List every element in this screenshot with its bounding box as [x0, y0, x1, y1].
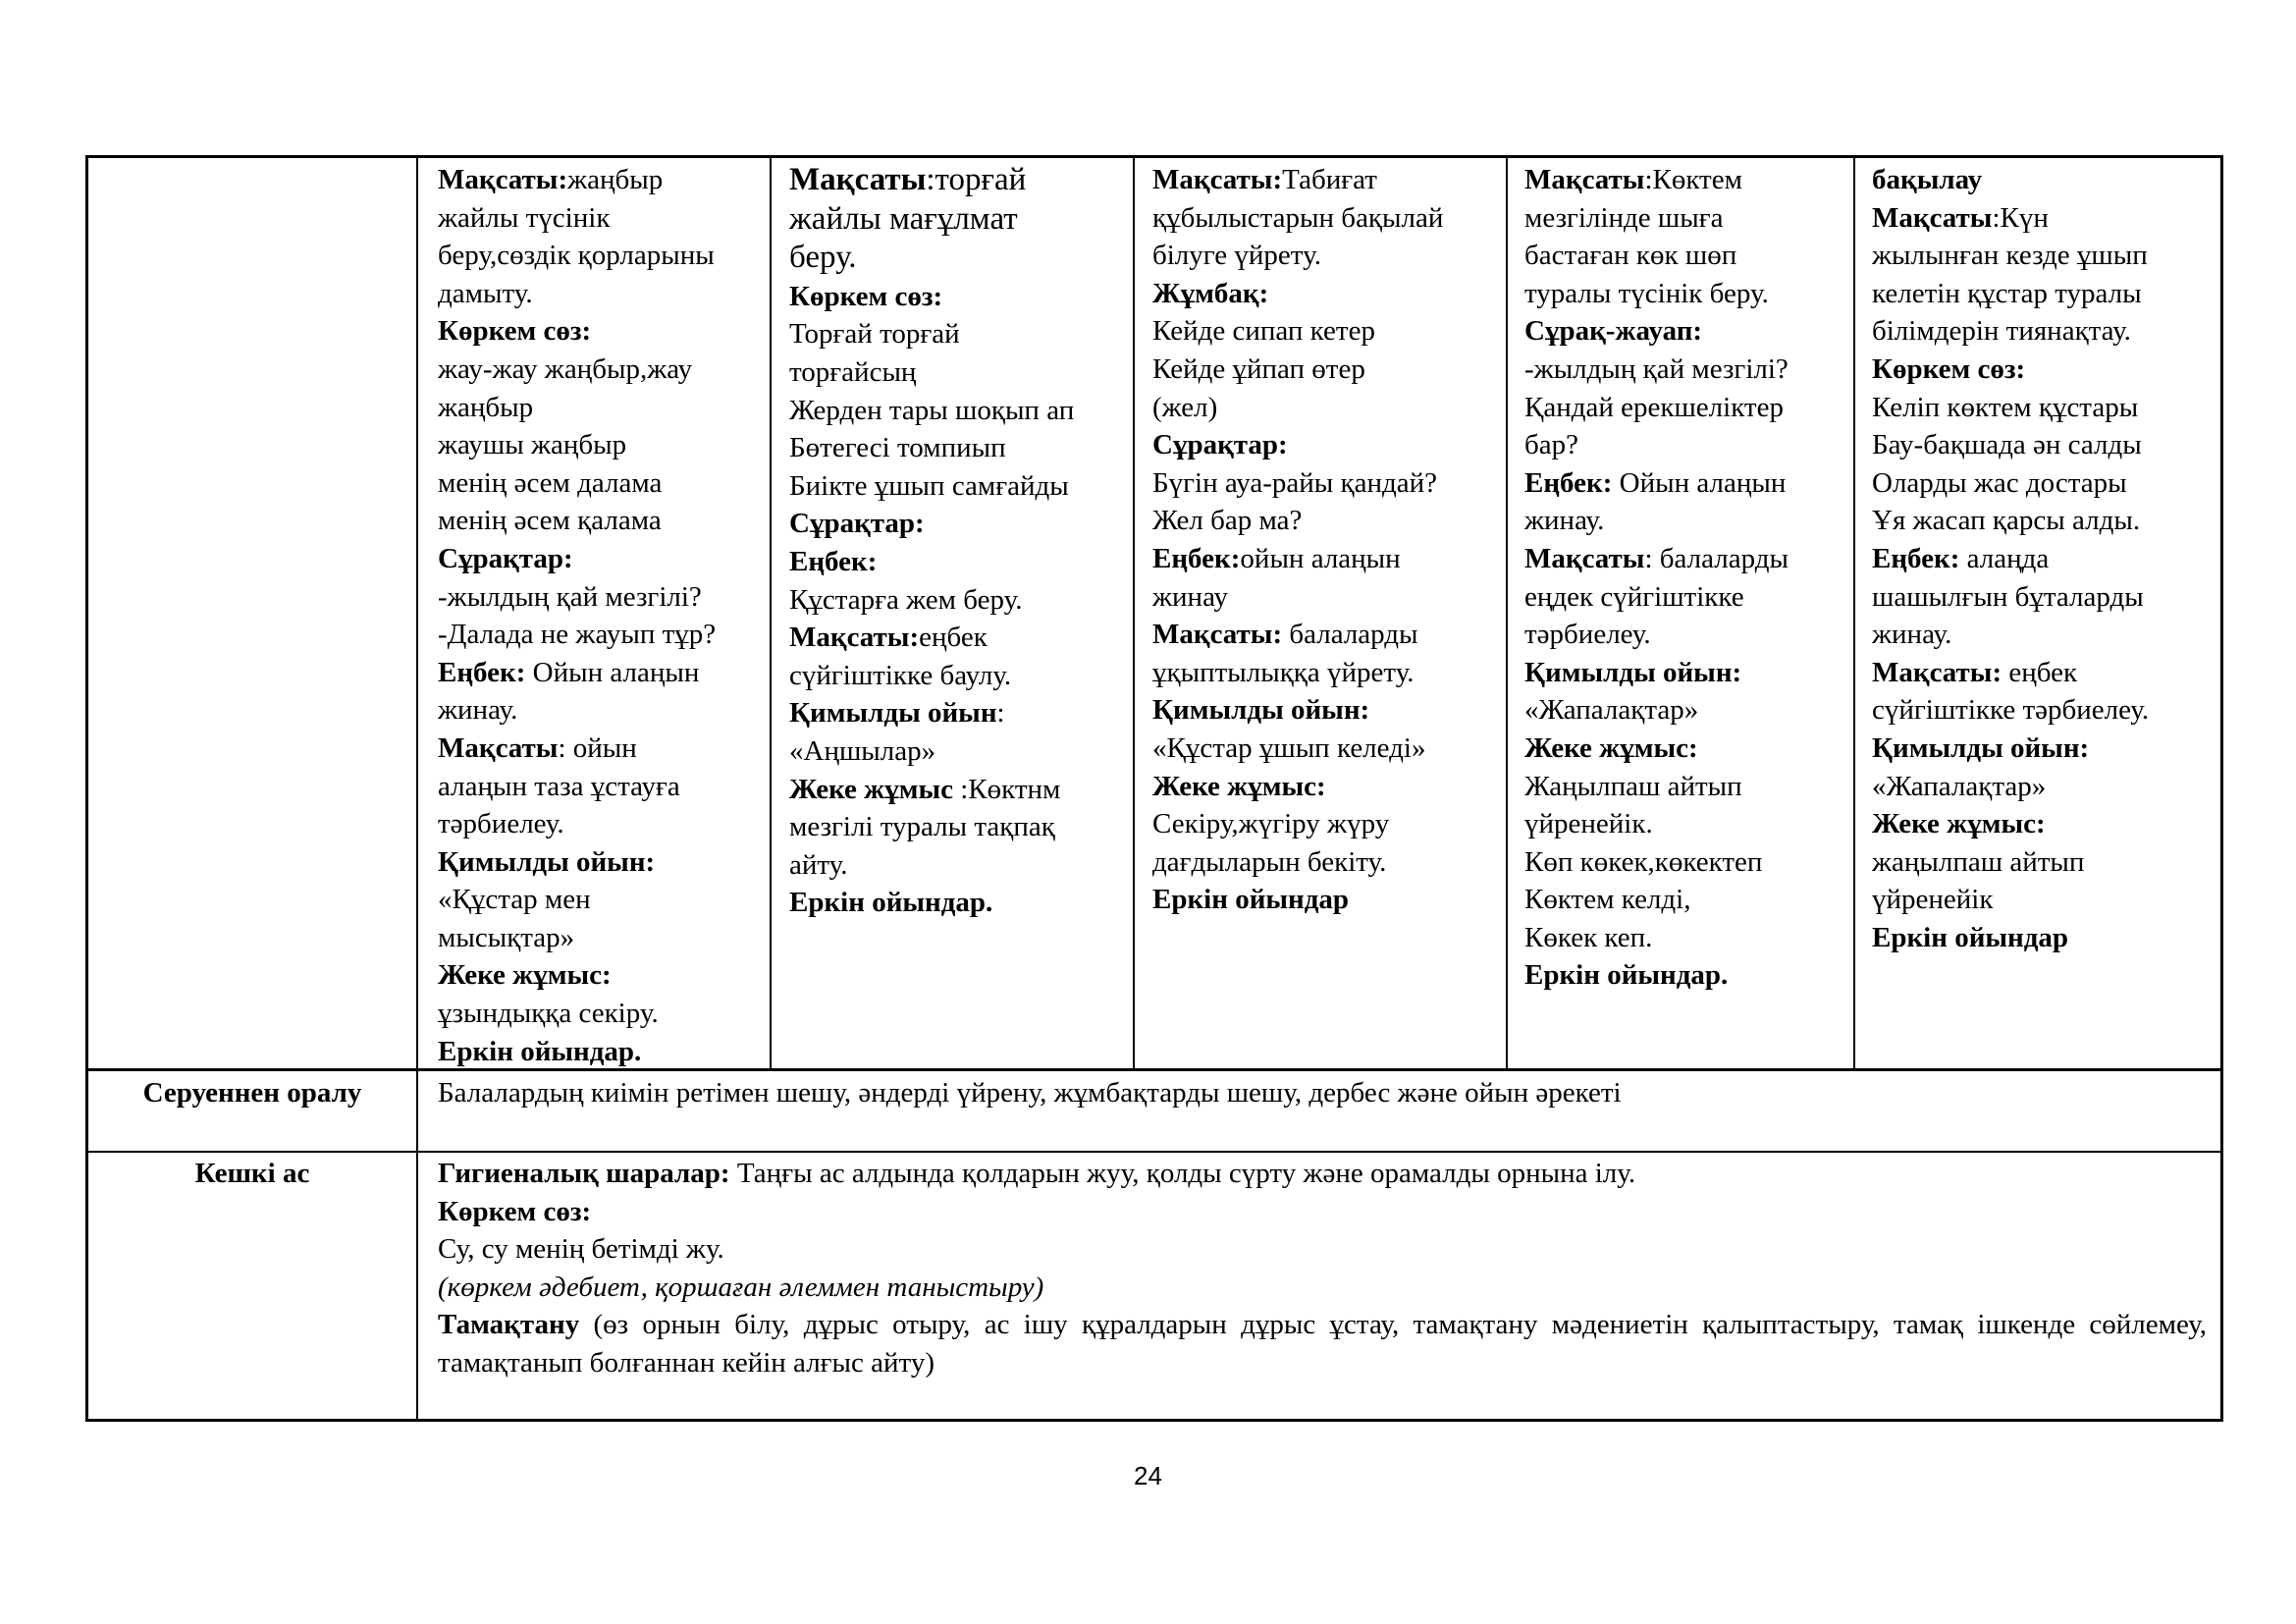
cell-line [1152, 578, 1500, 617]
cell-line [789, 771, 1127, 809]
page-number: 24 [1134, 1461, 1162, 1490]
cell-heading: Жеке жұмыс: [1872, 808, 2046, 840]
cell-text: жаңбыр [567, 164, 664, 195]
cell-text: бастаған көк шөп [1524, 240, 1737, 272]
walk-column-5 [1872, 161, 2216, 1068]
cell-line [438, 312, 762, 351]
cell-text: Келіп көктем құстары [1872, 391, 2139, 423]
cell-text: еңбек [919, 622, 988, 654]
walk-column-3 [1152, 161, 1500, 1068]
cell-text: «Жапалақтар» [1872, 770, 2047, 802]
cell-text: Көп көкек,көкектеп [1524, 845, 1763, 878]
cell-line [1872, 464, 2216, 503]
cell-text: беру. [789, 240, 857, 276]
cell-line [789, 619, 1127, 657]
cell-line [1152, 389, 1500, 427]
cell-line [1524, 730, 1848, 768]
cell-line [789, 278, 1127, 316]
cell-line [1524, 464, 1848, 503]
cell-heading: Мақсаты: [1152, 164, 1283, 195]
cell-text: мысықтар» [438, 921, 575, 953]
cell-line [1524, 843, 1848, 882]
cell-text: Оларды жас достары [1872, 466, 2127, 499]
cell-heading: Еркін ойындар [1872, 921, 2069, 953]
cell-text: үйренейік [1872, 884, 1994, 916]
cell-line [438, 161, 762, 199]
cell-heading: Қимылды ойын [789, 697, 997, 730]
cell-line [1872, 919, 2216, 957]
cell-text: :Күн [1992, 201, 2049, 234]
cell-text: бар? [1524, 429, 1578, 461]
cell-text: «Жапалақтар» [1524, 694, 1699, 727]
cell-text: Құстарға жем беру. [789, 583, 1023, 616]
cell-line [438, 464, 762, 503]
cell-line [1872, 351, 2216, 389]
cell-heading: Мақсаты: [1152, 619, 1283, 651]
cell-text: Торғай торғай [789, 318, 960, 351]
column-divider [770, 155, 772, 1070]
cell-text: жаңбыр [438, 391, 534, 423]
cell-line [1152, 312, 1500, 351]
cell-line [1524, 578, 1848, 617]
dinner-row-content [438, 1155, 2207, 1418]
cell-text: : балаларды [1644, 542, 1789, 574]
cell-line [438, 956, 762, 995]
cell-line [1524, 275, 1848, 313]
walk-column-1 [438, 161, 762, 1068]
cell-line [789, 808, 1127, 846]
cell-text: мезгілінде шыға [1524, 201, 1724, 234]
cell-heading: Жеке жұмыс: [438, 959, 612, 992]
cell-line [789, 543, 1127, 581]
cell-text: (жел) [1152, 391, 1218, 423]
cell-text: Жаңылпаш айтып [1524, 770, 1742, 802]
cell-line [1872, 730, 2216, 768]
cell-line [1152, 768, 1500, 806]
cell-text: құбылыстарын бақылай [1152, 201, 1444, 234]
cell-line [438, 351, 762, 389]
activity-table [85, 155, 2223, 1422]
cell-text: Бүгін ауа-райы қандай? [1152, 466, 1438, 499]
cell-text: жинау. [438, 694, 518, 727]
cell-line [438, 654, 762, 692]
hygiene-text: Таңғы ас алдында қолдарын жуу, қолды сүрту және орамалды орнына ілу. [729, 1158, 1636, 1189]
cell-heading: Мақсаты [1524, 542, 1645, 574]
cell-heading: Көркем сөз: [1872, 352, 2026, 385]
cell-line [1152, 502, 1500, 540]
cell-text: жаушы жаңбыр [438, 429, 627, 461]
cell-line [1524, 654, 1848, 692]
cell-line [438, 275, 762, 313]
cell-line [1872, 578, 2216, 617]
cell-text: -жылдың қай мезгілі? [1524, 352, 1789, 385]
cell-text: алаңда [1959, 542, 2050, 574]
cell-line [1152, 275, 1500, 313]
return-row-text: Балалардың киімін ретімен шешу, әндерді үйрену, жұмбақтарды шешу, дербес және ойын әрекеті [438, 1077, 1622, 1109]
cell-line [1524, 956, 1848, 995]
cell-line [789, 505, 1127, 543]
cell-line [1872, 881, 2216, 919]
cell-line [789, 732, 1127, 771]
cell-text: келетін құстар туралы [1872, 277, 2142, 309]
cell-text: Жерден тары шоқып ап [789, 394, 1075, 426]
cell-line [438, 199, 762, 238]
cell-line [1524, 161, 1848, 199]
cell-line [1872, 805, 2216, 843]
cell-line [1872, 768, 2216, 806]
hygiene-label: Гигиеналық шаралар: [438, 1158, 730, 1189]
cell-line [438, 237, 762, 275]
cell-line [789, 581, 1127, 620]
cell-text: :торғай [926, 162, 1027, 197]
cell-line [438, 843, 762, 882]
cell-line [1524, 919, 1848, 957]
hygiene-line [438, 1155, 2207, 1193]
cell-text: Ойын алаңын [1612, 466, 1787, 499]
cell-line [438, 616, 762, 654]
cell-line [438, 768, 762, 806]
cell-text: тәрбиелеу. [1524, 619, 1651, 651]
cell-text: Кейде ұйпап өтер [1152, 352, 1365, 385]
cell-line [1152, 654, 1500, 692]
cell-text: балаларды [1282, 619, 1418, 651]
cell-heading: Жеке жұмыс: [1152, 770, 1326, 802]
cell-line [789, 200, 1127, 240]
cell-text: ұзындыққа секіру. [438, 998, 659, 1030]
cell-text: беру,сөздік қорларыны [438, 240, 715, 272]
cell-line [1524, 351, 1848, 389]
cell-line [789, 694, 1127, 732]
cell-text: Табиғат [1282, 164, 1377, 195]
cell-line [789, 392, 1127, 430]
cell-line [1524, 312, 1848, 351]
cell-line [789, 846, 1127, 885]
table-border-bottom [85, 1419, 2223, 1422]
cell-line [438, 919, 762, 957]
column-divider [1853, 155, 1855, 1070]
cell-text: еңбек [2002, 656, 2078, 688]
cell-heading: Еңбек: [438, 656, 526, 688]
cell-line [1152, 616, 1500, 654]
cell-line [1872, 237, 2216, 275]
cell-text: менің әсем қалама [438, 505, 662, 537]
cell-line [1872, 502, 2216, 540]
cell-text: жайлы түсінік [438, 201, 611, 234]
art-text: Су, су менің бетімді жу. [438, 1233, 724, 1266]
cell-heading: Сұрақ-жауап: [1524, 315, 1703, 348]
cell-text: білімдерін тиянақтау. [1872, 315, 2131, 348]
cell-heading: Сұрақтар: [438, 542, 573, 574]
cell-heading: Көркем сөз: [789, 280, 943, 312]
cell-heading: Мақсаты [1524, 164, 1645, 195]
cell-line [438, 805, 762, 843]
cell-line [1524, 691, 1848, 730]
meal-label: Тамақтану [438, 1309, 580, 1341]
cell-line [1524, 540, 1848, 578]
cell-line [1152, 881, 1500, 919]
cell-line [1872, 161, 2216, 199]
cell-text: білуге үйрету. [1152, 240, 1321, 272]
cell-line [1152, 805, 1500, 843]
cell-heading: Жұмбақ: [1152, 277, 1269, 309]
cell-text: алаңын таза ұстауға [438, 770, 680, 802]
cell-heading: Еркін ойындар. [789, 887, 993, 919]
cell-line [438, 578, 762, 617]
cell-text: сүйгіштікке тәрбиелеу. [1872, 694, 2150, 727]
cell-line [438, 691, 762, 730]
cell-heading: Мақсаты [438, 731, 559, 764]
cell-text: дамыту. [438, 277, 533, 309]
cell-text: жылынған кезде ұшып [1872, 240, 2148, 272]
cell-line [1524, 389, 1848, 427]
cell-line [1152, 237, 1500, 275]
cell-text: Кейде сипап кетер [1152, 315, 1375, 348]
cell-text: жинау. [1872, 619, 1952, 651]
cell-heading: Мақсаты [1872, 201, 1993, 234]
cell-text: Қандай ерекшеліктер [1524, 391, 1784, 423]
cell-text: Бау-бақшада ән салды [1872, 429, 2142, 461]
cell-line [789, 467, 1127, 506]
column-divider [1133, 155, 1135, 1070]
cell-text: торғайсың [789, 355, 917, 388]
cell-heading: бақылау [1872, 164, 1983, 195]
cell-line [438, 1033, 762, 1068]
cell-heading: Жеке жұмыс [789, 773, 953, 805]
cell-line [1872, 389, 2216, 427]
cell-text: жаңылпаш айтып [1872, 845, 2085, 878]
cell-line [1152, 464, 1500, 503]
cell-line [1872, 616, 2216, 654]
cell-line [1152, 426, 1500, 464]
dinner-note: (көркем әдебиет, қоршаған әлеммен таныстыру) [438, 1271, 1044, 1303]
cell-line [1872, 843, 2216, 882]
cell-text: Биікте ұшып самғайды [789, 469, 1069, 502]
cell-line [1872, 199, 2216, 238]
cell-text: мезгілі туралы тақпақ [789, 811, 1055, 843]
cell-line [789, 315, 1127, 353]
cell-line [438, 540, 762, 578]
cell-line [1872, 654, 2216, 692]
cell-heading: Жеке жұмыс: [1524, 731, 1698, 764]
art-label: Көркем сөз: [438, 1195, 592, 1227]
cell-heading: Қимылды ойын: [438, 845, 656, 878]
cell-line [1872, 426, 2216, 464]
cell-text: «Аңшылар» [789, 734, 936, 767]
cell-text: жинау [1152, 580, 1228, 613]
table-border-right [2220, 155, 2223, 1422]
cell-text: туралы түсінік беру. [1524, 277, 1769, 309]
cell-line [438, 426, 762, 464]
cell-heading: Қимылды ойын: [1152, 694, 1370, 727]
cell-text: Секіру,жүгіру жүру [1152, 808, 1390, 840]
cell-line [438, 389, 762, 427]
cell-line [1524, 237, 1848, 275]
cell-line [789, 161, 1127, 200]
walk-column-2 [789, 161, 1127, 1068]
cell-line [789, 353, 1127, 392]
cell-text: ойын алаңын [1240, 542, 1401, 574]
cell-line [1152, 199, 1500, 238]
cell-text: :Көктнм [952, 773, 1061, 805]
cell-text: шашылғын бұталарды [1872, 580, 2144, 613]
label-column-divider [416, 155, 418, 1422]
cell-text: үйренейік. [1524, 808, 1653, 840]
cell-heading: Сұрақтар: [1152, 429, 1288, 461]
row-divider [85, 1151, 2223, 1153]
cell-line [1524, 768, 1848, 806]
cell-text: айту. [789, 848, 848, 881]
cell-text: -Далада не жауып тұр? [438, 619, 717, 651]
cell-text: жинау. [1524, 505, 1605, 537]
cell-text: жау-жау жаңбыр,жау [438, 352, 693, 385]
cell-heading: Еңбек: [789, 545, 878, 577]
meal-paragraph [438, 1306, 2207, 1381]
cell-line [438, 881, 762, 919]
cell-line [789, 884, 1127, 922]
cell-line [1152, 351, 1500, 389]
row-label-return: Серуеннен оралу [142, 1077, 362, 1109]
cell-text: :Көктем [1644, 164, 1742, 195]
cell-line [1524, 881, 1848, 919]
table-border-left [85, 155, 88, 1422]
cell-line [1524, 426, 1848, 464]
cell-text: Бөтегесі томпиып [789, 432, 1006, 464]
cell-line [1152, 843, 1500, 882]
cell-line [1524, 616, 1848, 654]
cell-text: менің әсем далама [438, 466, 663, 499]
cell-heading: Мақсаты [789, 162, 927, 197]
cell-line [1152, 730, 1500, 768]
walk-column-4 [1524, 161, 1848, 1068]
cell-text: «Құстар мен [438, 884, 591, 916]
cell-line [438, 995, 762, 1033]
cell-heading: Еңбек: [1152, 542, 1241, 574]
cell-line [1524, 502, 1848, 540]
cell-text: еңдек сүйгіштікке [1524, 580, 1744, 613]
cell-heading: Мақсаты: [438, 164, 568, 195]
cell-text: ұқыптылыққа үйрету. [1152, 656, 1415, 688]
cell-heading: Еркін ойындар. [1524, 959, 1729, 992]
cell-heading: Еңбек: [1872, 542, 1960, 574]
cell-line [1872, 691, 2216, 730]
cell-line [1872, 312, 2216, 351]
cell-text: «Құстар ұшып келеді» [1152, 731, 1426, 764]
cell-line [1152, 161, 1500, 199]
cell-heading: Қимылды ойын: [1872, 731, 2090, 764]
cell-heading: Еркін ойындар [1152, 884, 1350, 916]
meal-text: (өз орнын білу, дұрыс отыру, ас ішу құралдарын дұрыс ұстау, тамақтану мәдениетін қалыптастыру, тамақ ішкенде сөйлемеу, тамақтанып болғаннан кейін алғыс айту) [438, 1309, 2207, 1379]
cell-text: жайлы мағұлмат [789, 200, 1018, 237]
cell-line [1872, 275, 2216, 313]
cell-text: сүйгіштікке баулу. [789, 659, 1012, 691]
cell-heading: Сұрақтар: [789, 508, 925, 540]
cell-line [1872, 540, 2216, 578]
cell-heading: Еркін ойындар. [438, 1035, 642, 1067]
cell-text: : [996, 697, 1005, 730]
cell-line [1152, 691, 1500, 730]
row-label-dinner: Кешкі ас [194, 1158, 310, 1189]
cell-text: Ойын алаңын [525, 656, 700, 688]
cell-text: тәрбиелеу. [438, 808, 564, 840]
cell-heading: Мақсаты: [789, 622, 920, 654]
cell-text: Көктем келді, [1524, 884, 1691, 916]
cell-text: -жылдың қай мезгілі? [438, 580, 702, 613]
cell-heading: Мақсаты: [1872, 656, 2002, 688]
cell-text: дағдыларын бекіту. [1152, 845, 1387, 878]
cell-heading: Еңбек: [1524, 466, 1613, 499]
cell-line [789, 429, 1127, 467]
cell-line [1524, 199, 1848, 238]
cell-line [1152, 540, 1500, 578]
cell-heading: Көркем сөз: [438, 315, 592, 348]
cell-line [1524, 805, 1848, 843]
cell-line [789, 239, 1127, 278]
cell-text: : ойын [558, 731, 637, 764]
cell-text: Жел бар ма? [1152, 505, 1303, 537]
table-border-top [85, 155, 2223, 158]
cell-line [438, 730, 762, 768]
cell-text: Көкек кеп. [1524, 921, 1653, 953]
cell-line [438, 502, 762, 540]
column-divider [1506, 155, 1508, 1070]
cell-text: Ұя жасап қарсы алды. [1872, 505, 2141, 537]
row-divider [85, 1068, 2223, 1071]
cell-heading: Қимылды ойын: [1524, 656, 1742, 688]
cell-line [789, 657, 1127, 695]
